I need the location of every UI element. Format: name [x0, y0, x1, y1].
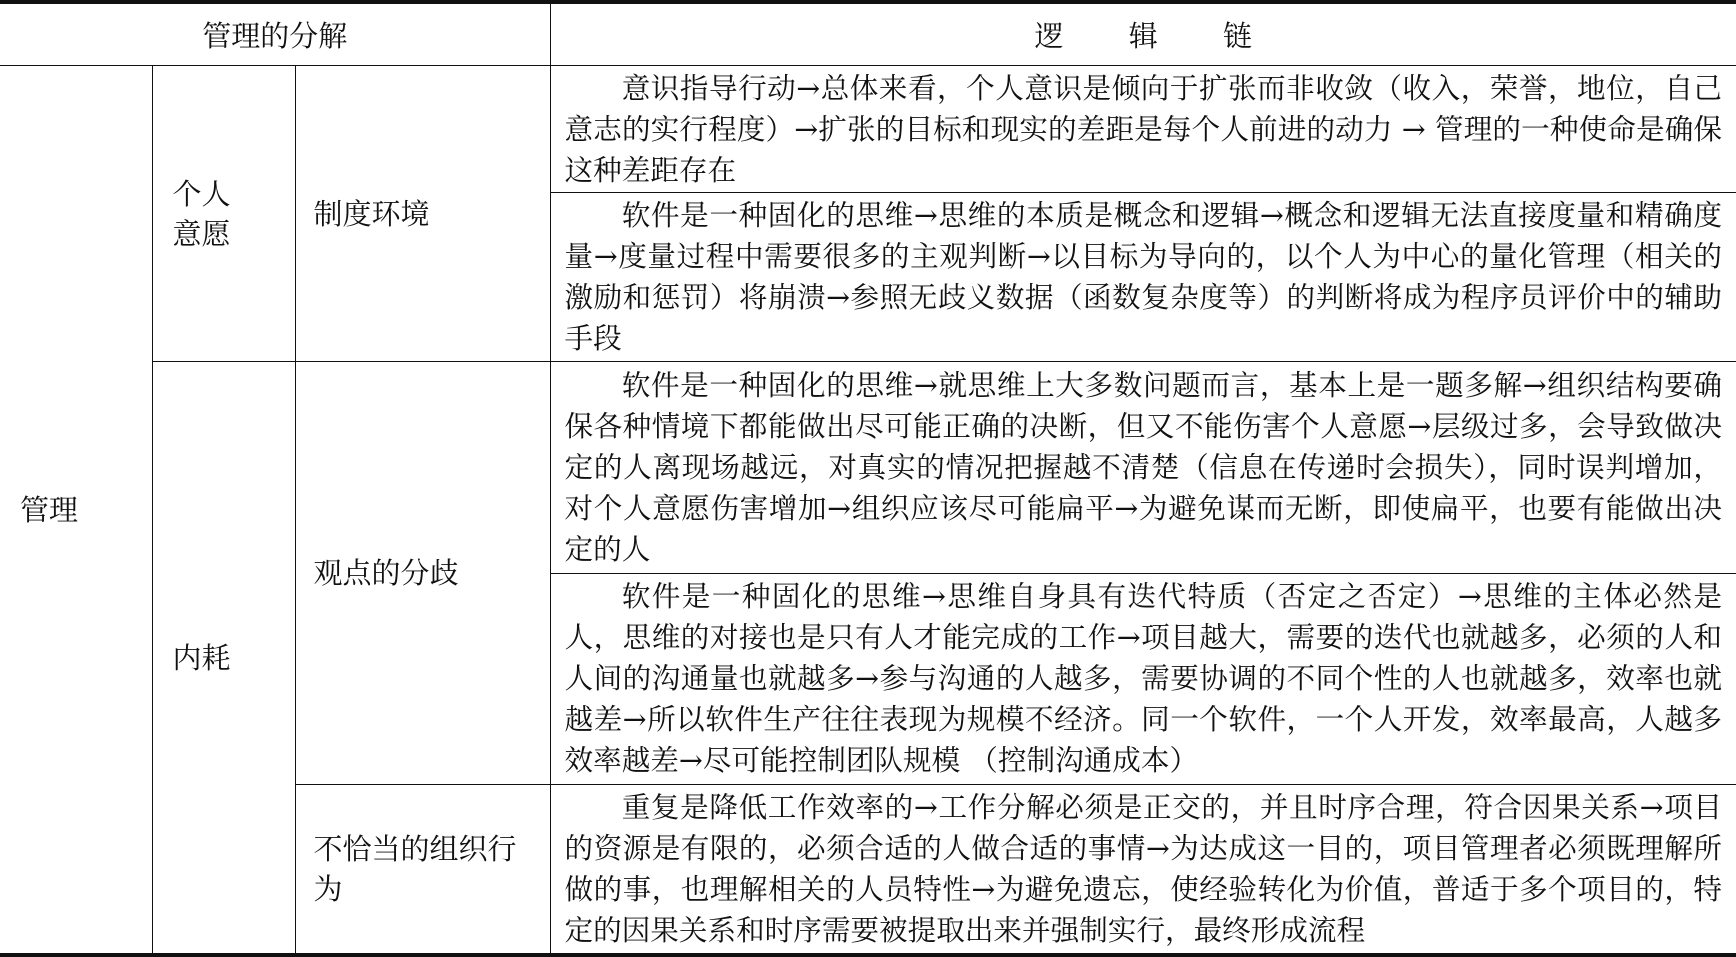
issue-cell-institutional-environment [295, 66, 550, 362]
chain-text: 软件是一种固化的思维→思维的本质是概念和逻辑→概念和逻辑无法直接度量和精确度量→度量过程中需要很多的主观判断→以目标为导向的，以个人为中心的量化管理（相关的激励和惩罚）将崩溃→参照无歧义数据（函数复杂度等）的判断将成为程序员评价中的辅助手段 [564, 198, 1723, 356]
root-category-cell [0, 66, 152, 955]
chain-cell [550, 784, 1736, 955]
category-label-line-2: 意愿 [172, 216, 231, 251]
category-label-line-1: 个人 [172, 176, 231, 211]
table-row [0, 66, 1736, 193]
issue-label: 观点的分歧 [313, 556, 459, 591]
issue-cell-divergent-views [295, 362, 550, 784]
category-label: 内耗 [172, 640, 231, 675]
issue-cell-improper-org-behavior [295, 784, 550, 955]
chain-cell [550, 66, 1736, 193]
category-cell-internal-friction [152, 362, 295, 955]
chain-cell [550, 193, 1736, 362]
root-category-label: 管理 [20, 492, 79, 527]
issue-label: 制度环境 [313, 196, 430, 231]
chain-text: 重复是降低工作效率的→工作分解必须是正交的，并且时序合理，符合因果关系→项目的资源是有限的，必须合适的人做合适的事情→为达成这一目的，项目管理者必须既理解所做的事，也理解相关的人员特性→为避免遗忘，使经验转化为价值，普适于多个项目的，特定的因果关系和时序需要被提取出来并强制实行，最终形成流程 [564, 789, 1723, 947]
table-row [0, 362, 1736, 573]
header-decomposition: 管理的分解 [0, 2, 550, 66]
issue-label: 不恰当的组织行为 [313, 831, 517, 906]
category-cell-personal-will [152, 66, 295, 362]
chain-text: 意识指导行动→总体来看，个人意识是倾向于扩张而非收敛（收入，荣誉，地位，自己意志的实行程度）→扩张的目标和现实的差距是每个人前进的动力 → 管理的一种使命是确保这种差距存在 [564, 70, 1723, 187]
chain-cell [550, 573, 1736, 784]
chain-text: 软件是一种固化的思维→就思维上大多数问题而言，基本上是一题多解→组织结构要确保各种情境下都能做出尽可能正确的决断，但又不能伤害个人意愿→层级过多，会导致做决定的人离现场越远，对真实的情况把握越不清楚（信息在传递时会损失），同时误判增加，对个人意愿伤害增加→组织应该尽可能扁平→为避免谋而无断，即使扁平，也要有能做出决定的人 [564, 367, 1723, 566]
header-logic-chain: 逻 辑 链 [550, 2, 1736, 66]
chain-cell [550, 362, 1736, 573]
table-header-row [0, 2, 1736, 66]
chain-text: 软件是一种固化的思维→思维自身具有迭代特质（否定之否定）→思维的主体必然是人，思维的对接也是只有人才能完成的工作→项目越大，需要的迭代也就越多，必须的人和人间的沟通量也就越多→参与沟通的人越多，需要协调的不同个性的人也就越多，效率也就越差→所以软件生产往往表现为规模不经济。同一个软件，一个人开发，效率最高，人越多效率越差→尽可能控制团队规模 （控制沟通成本） [564, 579, 1723, 778]
